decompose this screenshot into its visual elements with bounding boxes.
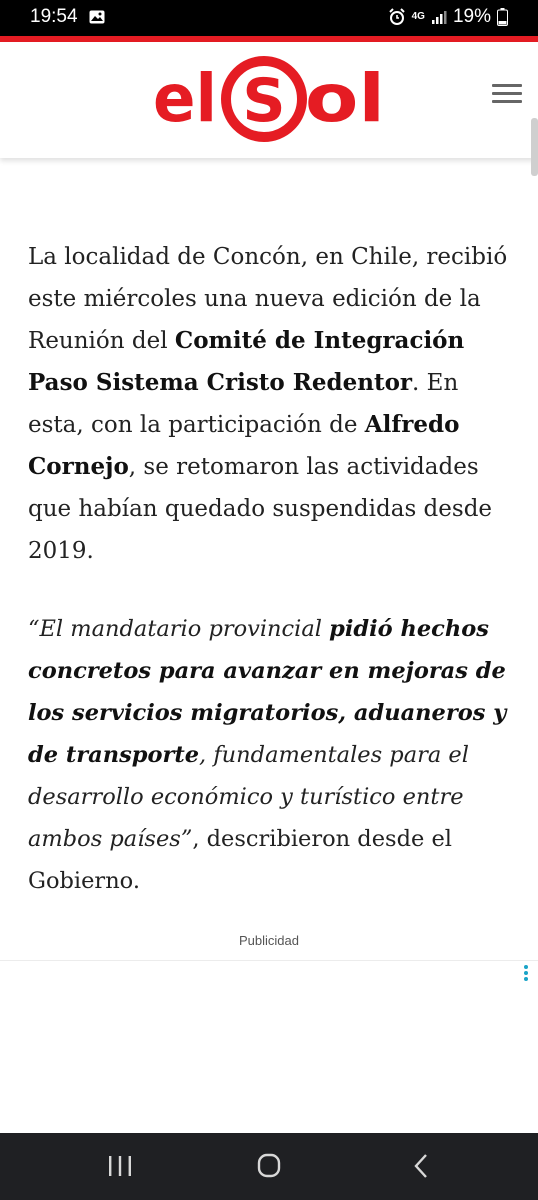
committee-name: Comité de Integración Paso Sistema Cristo Redentor [28,327,465,396]
menu-button[interactable] [492,84,522,110]
home-icon [251,1151,287,1181]
site-header [0,42,538,158]
article-paragraph-1: La localidad de Concón, en Chile, recibió este miércoles una nueva edición de la Reunión del Comité de Integración Paso Sistema Cristo Redentor. En esta, con la participación de Alfredo Cornejo, se retomaron las actividades que habían quedado suspendidas desde 2019. [28,244,508,564]
article-quote-paragraph: “El mandatario provincial pidió hechos concretos para avanzar en mejoras de los servicios migratorios, aduaneros y de transporte, fundamentales para el desarrollo económico y turístico entre ambos países”, describieron desde el Gobierno. [28,616,507,894]
site-logo[interactable] [153,50,385,150]
person-name: Alfredo Cornejo [28,411,460,480]
status-time: 19:54 [30,6,78,27]
back-icon [404,1151,440,1181]
ad-options-icon[interactable] [523,965,529,985]
menu-icon [492,84,522,103]
recents-button[interactable] [102,1151,138,1181]
gallery-icon [89,10,105,24]
article-body [28,236,518,902]
battery-percent: 19% [452,6,491,27]
svg-text:ol: ol [305,60,385,137]
status-bar [0,0,538,36]
alarm-icon [388,8,406,26]
ad-label: Publicidad [239,933,299,948]
network-type: 4G [411,11,425,22]
svg-text:el: el [153,60,217,137]
status-right-group [388,6,508,28]
recents-icon [102,1151,138,1181]
svg-text:S: S [242,66,286,136]
battery-icon [497,8,508,26]
back-button[interactable] [404,1151,440,1181]
system-nav-bar [0,1133,538,1200]
quote-highlight: pidió hechos concretos para avanzar en mejoras de los servicios migratorios, aduaneros y de transporte [28,616,507,768]
home-button[interactable] [251,1151,287,1181]
signal-icon [431,9,447,25]
scrollbar-thumb[interactable] [531,118,538,176]
ad-slot[interactable] [0,960,538,1134]
